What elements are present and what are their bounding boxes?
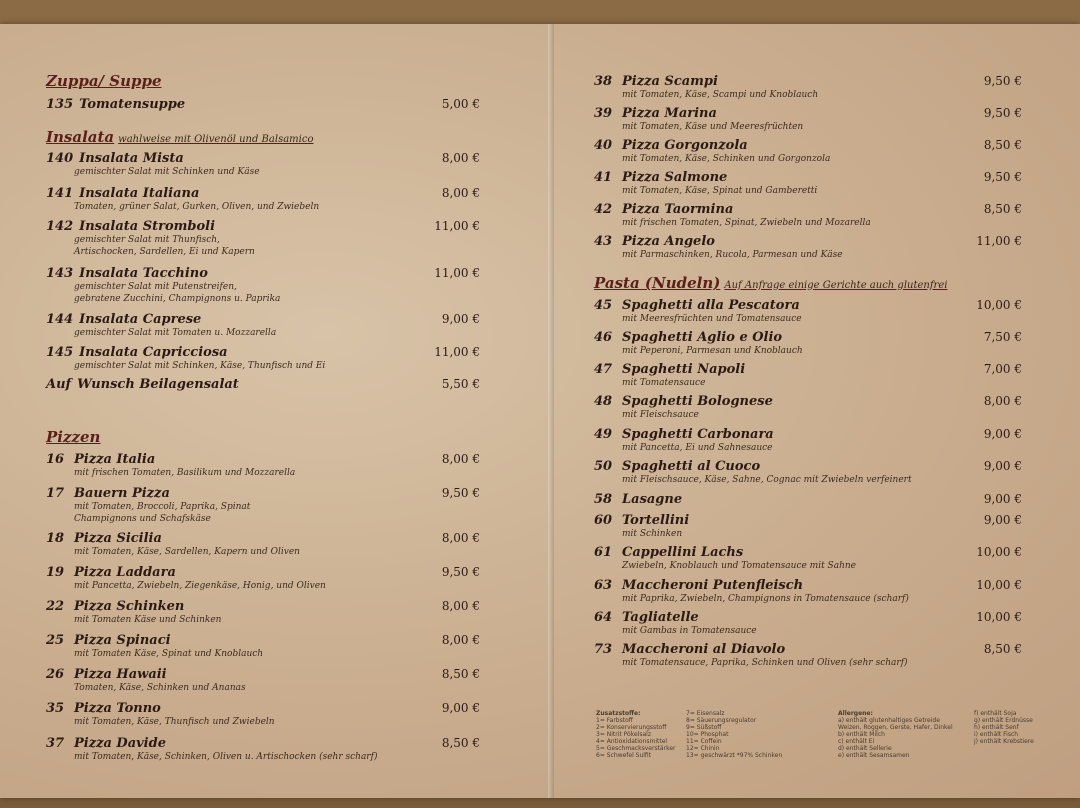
footnote-line: Weizen, Roggen, Gerste, Hafer, Dinkel — [838, 724, 953, 731]
footnote-line: 2= Konservierungsstoff — [596, 724, 667, 731]
item-title — [594, 459, 1028, 474]
item-price: 9,00 € — [983, 513, 1022, 527]
footnote-line: g) enthält Erdnüsse — [974, 717, 1033, 724]
item-description: mit Tomatensauce, Paprika, Schinken und Oliven (sehr scharf) — [622, 658, 908, 668]
menu-item — [594, 298, 1028, 325]
footnote-line: Zusatzstoffe: — [596, 710, 641, 717]
item-description: mit Schinken — [622, 529, 683, 539]
item-title — [594, 234, 1028, 249]
item-price: 11,00 € — [434, 219, 480, 233]
item-title — [46, 736, 486, 751]
item-price: 11,00 € — [434, 345, 480, 359]
item-name: Pizza Hawaii — [74, 667, 167, 682]
menu-item — [594, 513, 1028, 540]
item-title — [594, 513, 1028, 528]
item-name: Lasagne — [622, 492, 683, 507]
item-price: 7,00 € — [983, 362, 1022, 376]
item-price: 8,00 € — [983, 394, 1022, 408]
item-description: mit Tomaten Käse, Spinat und Knoblauch — [74, 649, 264, 659]
footnote-line: 3= Nitrit Pökelsalz — [596, 731, 651, 738]
item-number: 143 — [46, 266, 74, 281]
item-number: 61 — [594, 545, 613, 560]
page-fold — [548, 24, 554, 798]
menu-item — [594, 578, 1028, 605]
item-title — [46, 599, 486, 614]
item-price: 9,00 € — [983, 492, 1022, 506]
item-number: 17 — [46, 486, 65, 501]
item-price: 9,50 € — [983, 170, 1022, 184]
item-name: Pizza Gorgonzola — [622, 138, 748, 153]
item-name: Tortellini — [622, 513, 690, 528]
menu-item — [594, 642, 1028, 669]
item-number: 19 — [46, 565, 65, 580]
item-description: mit Peperoni, Parmesan und Knoblauch — [622, 346, 803, 356]
item-title — [594, 202, 1028, 217]
item-number: 64 — [594, 610, 613, 625]
footnote-line: d) enthält Sellerie — [838, 745, 892, 752]
item-description: Tomaten, grüner Salat, Gurken, Oliven, und Zwiebeln — [74, 202, 320, 212]
item-title — [594, 74, 1028, 89]
item-title — [594, 170, 1028, 185]
menu-item — [594, 394, 1028, 421]
item-price: 8,00 € — [441, 452, 480, 466]
item-name: Spaghetti Bolognese — [622, 394, 773, 409]
footnote-line: 1= Farbstoff — [596, 717, 633, 724]
item-name: Spaghetti alla Pescatora — [622, 298, 800, 313]
footnote-line: 7= Eisensalz — [686, 710, 725, 717]
item-number: 39 — [594, 106, 613, 121]
section-note: Auf Anfrage einige Gerichte auch glutenfrei — [724, 280, 948, 291]
footnote-line: 10= Phosphat — [686, 731, 729, 738]
menu-item — [46, 531, 486, 558]
item-title — [594, 492, 1028, 507]
item-price: 9,00 € — [441, 701, 480, 715]
item-description: gemischter Salat mit Putenstreifen, — [74, 282, 237, 292]
item-title — [46, 151, 486, 166]
item-name: Spaghetti Carbonara — [622, 427, 774, 442]
additives-list-2 — [686, 710, 782, 759]
item-description: mit Parmaschinken, Rucola, Parmesan und Käse — [622, 250, 843, 260]
item-title — [46, 266, 486, 281]
menu-item — [46, 633, 486, 660]
item-price: 10,00 € — [976, 610, 1022, 624]
item-name: Insalata Tacchino — [79, 266, 208, 281]
menu-item — [594, 362, 1028, 389]
item-name: Pizza Sicilia — [74, 531, 162, 546]
item-price: 8,50 € — [983, 138, 1022, 152]
footnote-line: Allergene: — [838, 710, 873, 717]
menu-item — [46, 701, 486, 728]
menu-item — [46, 486, 486, 525]
item-description: gebratene Zucchini, Champignons u. Paprika — [74, 294, 281, 304]
item-description: mit frischen Tomaten, Basilikum und Mozzarella — [74, 468, 296, 478]
menu-item — [46, 736, 486, 763]
footnote-line: 12= Chinin — [686, 745, 720, 752]
footnote-line: 4= Antioxidationsmittel — [596, 738, 668, 745]
section-title: Zuppa/ Suppe — [46, 72, 162, 90]
item-description: mit Tomaten, Broccoli, Paprika, Spinat — [74, 502, 251, 512]
item-number: 18 — [46, 531, 65, 546]
menu-item — [46, 377, 486, 392]
section-heading — [594, 274, 947, 292]
footnote-line: a) enthält glutenhaltiges Getreide — [838, 717, 940, 724]
footnote-line: c) enthält Ei — [838, 738, 875, 745]
menu-item — [46, 345, 486, 372]
item-description: mit Pancetta, Ei und Sahnesauce — [622, 443, 773, 453]
item-description: mit Fleischsauce, Käse, Sahne, Cognac mit Zwiebeln verfeinert — [622, 475, 912, 485]
item-price: 8,00 € — [441, 531, 480, 545]
item-description: mit Tomaten, Käse, Scampi und Knoblauch — [622, 90, 819, 100]
item-price: 9,00 € — [983, 427, 1022, 441]
item-number: 41 — [594, 170, 613, 185]
item-title — [46, 633, 486, 648]
item-number: 43 — [594, 234, 613, 249]
item-name: Pizza Scampi — [622, 74, 718, 89]
item-description: gemischter Salat mit Tomaten u. Mozzarella — [74, 328, 277, 338]
item-description: mit Tomaten, Käse und Meeresfrüchten — [622, 122, 804, 132]
item-title — [46, 667, 486, 682]
item-description: gemischter Salat mit Schinken, Käse, Thunfisch und Ei — [74, 361, 326, 371]
item-description: mit Pancetta, Zwiebeln, Ziegenkäse, Honig, und Oliven — [74, 581, 326, 591]
item-number: 140 — [46, 151, 74, 166]
item-number: 63 — [594, 578, 613, 593]
item-description: gemischter Salat mit Thunfisch, — [74, 235, 220, 245]
menu-item — [46, 452, 486, 479]
item-name: Bauern Pizza — [74, 486, 170, 501]
item-title — [594, 394, 1028, 409]
item-number: 22 — [46, 599, 65, 614]
item-name: Insalata Italiana — [79, 186, 200, 201]
item-number: 38 — [594, 74, 613, 89]
item-title — [46, 97, 486, 112]
footnote-line: b) enthält Milch — [838, 731, 885, 738]
footnote-line: 9= Süßstoff — [686, 724, 722, 731]
item-name: Pizza Angelo — [622, 234, 715, 249]
item-name: Maccheroni Putenfleisch — [622, 578, 804, 593]
footnote-line: j) enthält Krebstiere — [974, 738, 1034, 745]
item-number: 47 — [594, 362, 613, 377]
item-title — [594, 545, 1028, 560]
item-price: 10,00 € — [976, 545, 1022, 559]
item-price: 8,00 € — [441, 186, 480, 200]
item-number: 25 — [46, 633, 65, 648]
item-price: 10,00 € — [976, 298, 1022, 312]
item-number: 145 — [46, 345, 74, 360]
item-name: Insalata Mista — [79, 151, 184, 166]
item-price: 8,00 € — [441, 151, 480, 165]
item-description: mit Meeresfrüchten und Tomatensauce — [622, 314, 802, 324]
item-title — [46, 186, 486, 201]
menu-item — [46, 312, 486, 339]
item-price: 9,50 € — [983, 74, 1022, 88]
item-name: Pizza Salmone — [622, 170, 728, 185]
item-title — [594, 138, 1028, 153]
item-number: 46 — [594, 330, 613, 345]
item-price: 9,50 € — [983, 106, 1022, 120]
allergens-list-1 — [838, 710, 953, 759]
menu-item — [594, 106, 1028, 133]
item-description: Champignons und Schafskäse — [74, 514, 211, 524]
item-name: Pizza Italia — [74, 452, 156, 467]
item-title — [46, 219, 486, 234]
section-title: Pizzen — [46, 428, 101, 446]
item-description: mit Gambas in Tomatensauce — [622, 626, 757, 636]
item-title — [46, 531, 486, 546]
footnote-line: 11= Coffein — [686, 738, 722, 745]
item-number: 37 — [46, 736, 65, 751]
item-name: Insalata Capricciosa — [79, 345, 228, 360]
footnote-line: i) enthält Fisch — [974, 731, 1019, 738]
item-title — [46, 377, 486, 392]
item-name: Pizza Spinaci — [74, 633, 171, 648]
item-title — [594, 362, 1028, 377]
item-title — [594, 610, 1028, 625]
item-description: mit Tomaten, Käse, Schinken und Gorgonzola — [622, 154, 831, 164]
menu-item — [46, 266, 486, 305]
menu-item — [594, 459, 1028, 486]
menu-item — [46, 151, 486, 178]
item-description: mit frischen Tomaten, Spinat, Zwiebeln und Mozarella — [622, 218, 871, 228]
item-price: 9,50 € — [441, 565, 480, 579]
menu-item — [594, 427, 1028, 454]
item-description: mit Tomaten, Käse, Spinat und Gamberetti — [622, 186, 818, 196]
item-price: 9,00 € — [441, 312, 480, 326]
item-price: 8,50 € — [441, 736, 480, 750]
item-name: Pizza Tonno — [74, 701, 161, 716]
footnote-line: 6= Schwefel Sulfit — [596, 752, 652, 759]
item-title — [594, 578, 1028, 593]
item-name: Tagliatelle — [622, 610, 699, 625]
item-description: mit Paprika, Zwiebeln, Champignons in Tomatensauce (scharf) — [622, 594, 909, 604]
item-title — [46, 565, 486, 580]
item-description: mit Tomaten Käse und Schinken — [74, 615, 222, 625]
footnote-line: h) enthält Senf — [974, 724, 1019, 731]
item-name: Pizza Taormina — [622, 202, 734, 217]
item-name: Tomatensuppe — [79, 97, 186, 112]
item-number: 26 — [46, 667, 65, 682]
menu-item — [46, 186, 486, 213]
item-number: 45 — [594, 298, 613, 313]
item-price: 8,50 € — [441, 667, 480, 681]
item-description: mit Tomaten, Käse, Schinken, Oliven u. Artischocken (sehr scharf) — [74, 752, 378, 762]
item-description: Artischocken, Sardellen, Ei und Kapern — [74, 247, 255, 257]
item-name: Insalata Caprese — [79, 312, 202, 327]
footnote-line: 5= Geschmacksverstärker — [596, 745, 676, 752]
menu-item — [594, 138, 1028, 165]
item-number: 58 — [594, 492, 613, 507]
item-number: 73 — [594, 642, 613, 657]
item-name: Pizza Marina — [622, 106, 717, 121]
item-title — [594, 427, 1028, 442]
section-heading — [46, 128, 313, 146]
item-name: Spaghetti al Cuoco — [622, 459, 761, 474]
item-price: 8,00 € — [441, 599, 480, 613]
item-name: Wunsch Beilagensalat — [77, 377, 239, 392]
item-price: 10,00 € — [976, 578, 1022, 592]
item-price: 7,50 € — [983, 330, 1022, 344]
menu-item — [594, 234, 1028, 261]
item-title — [594, 106, 1028, 121]
item-price: 11,00 € — [976, 234, 1022, 248]
item-price: 9,50 € — [441, 486, 480, 500]
menu-item — [594, 330, 1028, 357]
item-price: 8,00 € — [441, 633, 480, 647]
item-description: Zwiebeln, Knoblauch und Tomatensauce mit Sahne — [622, 561, 857, 571]
item-number: 144 — [46, 312, 74, 327]
item-number: 141 — [46, 186, 74, 201]
item-name: Spaghetti Aglio e Olio — [622, 330, 783, 345]
item-name: Spaghetti Napoli — [622, 362, 746, 377]
additives-list-1 — [596, 710, 676, 759]
item-number: 60 — [594, 513, 613, 528]
item-number: 49 — [594, 427, 613, 442]
item-number: 142 — [46, 219, 74, 234]
menu-item — [594, 610, 1028, 637]
menu-item — [46, 667, 486, 694]
item-description: Tomaten, Käse, Schinken und Ananas — [74, 683, 246, 693]
item-price: 5,00 € — [441, 97, 480, 111]
menu-item — [46, 565, 486, 592]
item-price: 8,50 € — [983, 642, 1022, 656]
section-heading — [46, 72, 162, 90]
footnote-line: e) enthält Sesamsamen — [838, 752, 910, 759]
allergens-list-2 — [974, 710, 1034, 745]
footnote-line: f) enthält Soja — [974, 710, 1017, 717]
item-description: mit Tomaten, Käse, Thunfisch und Zwiebeln — [74, 717, 275, 727]
footnote-line: 13= geschwärzt *97% Schinken — [686, 752, 783, 759]
item-title — [46, 312, 486, 327]
item-number: 40 — [594, 138, 613, 153]
item-title — [594, 330, 1028, 345]
item-description: mit Tomatensauce — [622, 378, 706, 388]
item-name: Insalata Stromboli — [79, 219, 216, 234]
item-description: gemischter Salat mit Schinken und Käse — [74, 167, 260, 177]
item-name: Pizza Laddara — [74, 565, 176, 580]
item-title — [594, 642, 1028, 657]
item-number: 42 — [594, 202, 613, 217]
item-name: Maccheroni al Diavolo — [622, 642, 786, 657]
item-number: 16 — [46, 452, 65, 467]
section-title: Pasta (Nudeln) — [594, 274, 721, 292]
section-note: wahlweise mit Olivenöl und Balsamico — [118, 134, 314, 145]
item-name: Cappellini Lachs — [622, 545, 744, 560]
item-title — [46, 452, 486, 467]
item-price: 8,50 € — [983, 202, 1022, 216]
item-title — [46, 345, 486, 360]
item-number: 35 — [46, 701, 65, 716]
item-name: Pizza Schinken — [74, 599, 185, 614]
footnote-line: 8= Säuerungsregulator — [686, 717, 757, 724]
menu-item — [594, 202, 1028, 229]
item-title — [46, 486, 486, 501]
menu-item — [594, 545, 1028, 572]
item-description: mit Tomaten, Käse, Sardellen, Kapern und Oliven — [74, 547, 300, 557]
section-heading — [46, 428, 100, 446]
item-description: mit Fleischsauce — [622, 410, 699, 420]
menu-item — [594, 170, 1028, 197]
item-title — [594, 298, 1028, 313]
item-number: 135 — [46, 97, 74, 112]
item-number: 50 — [594, 459, 613, 474]
item-price: 9,00 € — [983, 459, 1022, 473]
item-name: Pizza Davide — [74, 736, 166, 751]
section-title: Insalata — [46, 128, 115, 146]
item-price: 5,50 € — [441, 377, 480, 391]
menu-item — [594, 74, 1028, 101]
item-number: 48 — [594, 394, 613, 409]
item-number: Auf — [46, 377, 72, 392]
menu-item — [46, 97, 486, 112]
item-title — [46, 701, 486, 716]
menu-item — [594, 492, 1028, 507]
menu-item — [46, 599, 486, 626]
item-price: 11,00 € — [434, 266, 480, 280]
menu-item — [46, 219, 486, 258]
